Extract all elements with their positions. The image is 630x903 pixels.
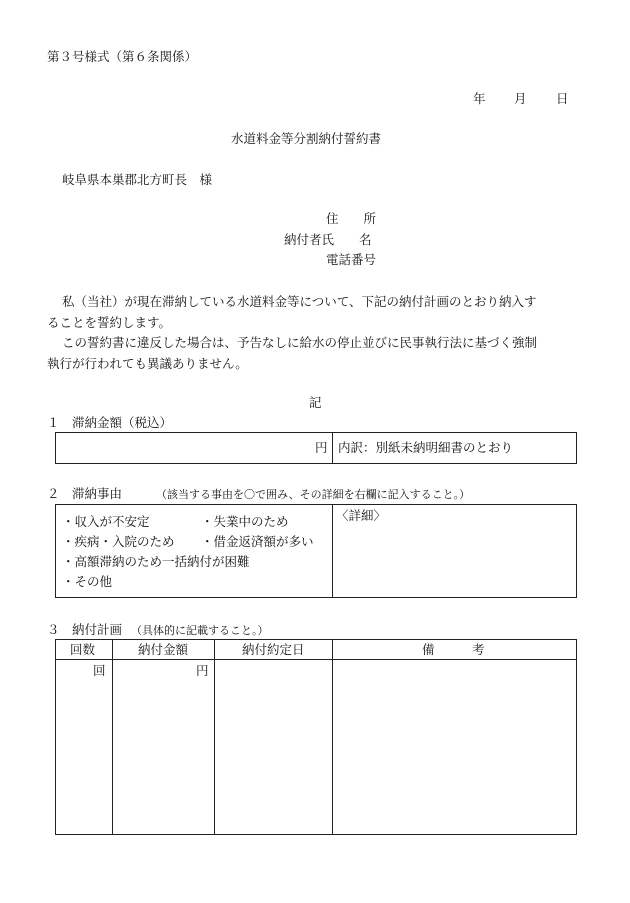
section2-heading: ２ 滞納事由	[47, 486, 123, 501]
payment-plan-header-rule	[56, 659, 576, 660]
arrears-amount-box	[55, 432, 577, 464]
section3-heading: ３ 納付計画	[47, 622, 123, 637]
date-month-label: 月	[514, 91, 527, 106]
arrears-breakdown: 内訳：別紙未納明細書のとおり	[338, 440, 514, 455]
date-year-label: 年	[473, 91, 486, 106]
reason-detail-label: 〈詳細〉	[336, 508, 387, 523]
col-header-amount: 納付金額	[138, 642, 189, 657]
col-divider-2	[214, 640, 215, 834]
pledge-line-1: 私（当社）が現在滞納している水道料金等について、下記の納付計画のとおり納入す	[62, 294, 537, 309]
reason-high-arrears: ・高額滞納のため一括納付が困難	[62, 554, 250, 569]
row-count-unit: 回	[93, 663, 106, 678]
phone-label: 電話番号	[326, 252, 377, 267]
section1-heading: １ 滞納金額（税込）	[47, 415, 173, 430]
col-header-remarks: 備 考	[422, 642, 485, 657]
reason-divider	[332, 505, 333, 597]
pledge-line-4: 執行が行われても異議ありません。	[47, 356, 248, 371]
reason-other: ・その他	[62, 574, 113, 589]
reason-unstable-income: ・収入が不安定	[62, 514, 150, 529]
reason-illness: ・疾病・入院のため	[62, 534, 175, 549]
arrears-yen-unit: 円	[315, 440, 328, 455]
arrears-reason-box	[55, 504, 577, 598]
col-divider-1	[112, 640, 113, 834]
date-day-label: 日	[556, 91, 569, 106]
arrears-divider	[332, 433, 333, 463]
reason-unemployed: ・失業中のため	[201, 514, 289, 529]
row-amount-unit: 円	[196, 663, 209, 678]
section3-note: （具体的に記載すること。）	[131, 624, 269, 637]
ki-label: 記	[309, 395, 322, 410]
payer-name-label: 納付者氏 名	[284, 232, 372, 247]
col-header-count: 回数	[70, 642, 96, 657]
pledge-line-2: ることを誓約します。	[47, 315, 172, 330]
addressee: 岐阜県本巣郡北方町長 様	[62, 172, 213, 187]
section2-note: （該当する事由を〇で囲み、その詳細を右欄に記入すること。）	[156, 488, 471, 501]
col-divider-3	[332, 640, 333, 834]
payment-plan-table	[55, 639, 577, 835]
address-label: 住 所	[326, 211, 377, 226]
reason-debt-repayment: ・借金返済額が多い	[201, 534, 314, 549]
pledge-line-3: この誓約書に違反した場合は、予告なしに給水の停止並びに民事執行法に基づく強制	[62, 335, 538, 350]
col-header-date: 納付約定日	[242, 642, 305, 657]
document-title: 水道料金等分割納付誓約書	[231, 131, 382, 146]
form-number: 第３号様式（第６条関係）	[47, 49, 198, 64]
